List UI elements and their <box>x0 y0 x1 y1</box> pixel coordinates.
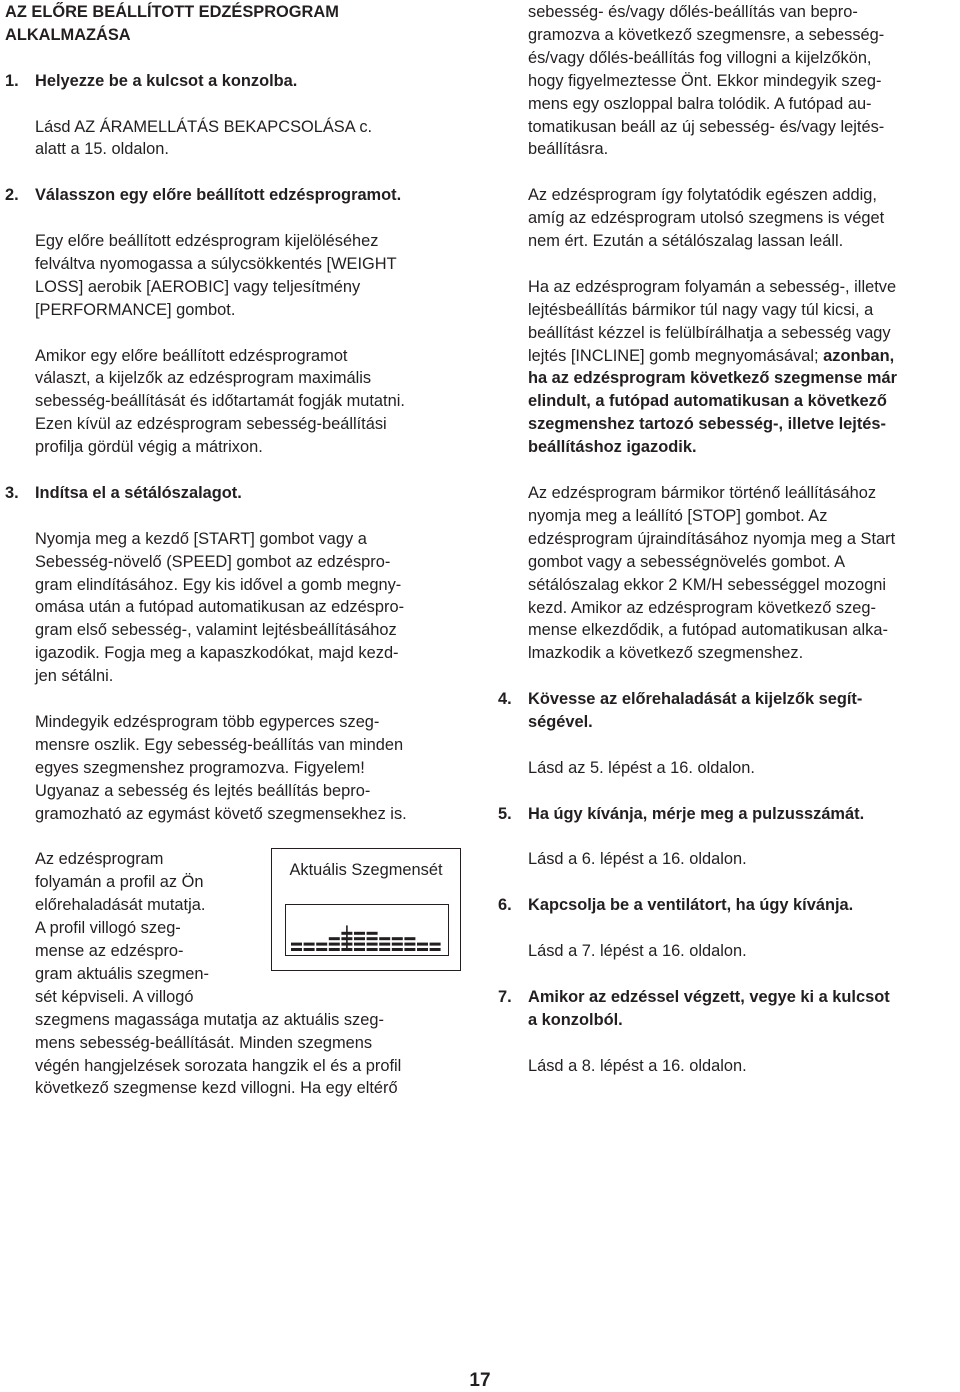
profile-display-figure <box>271 848 461 971</box>
step7-text: Lásd a 8. lépést a 16. oldalon. <box>528 1056 747 1075</box>
step5-text: Lásd a 6. lépést a 16. oldalon. <box>528 850 747 869</box>
text-line: hogy figyelmeztesse Önt. Ekkor mindegyik szeg- <box>528 71 882 90</box>
text-line: lejtésbeállítás bármikor túl nagy vagy túl kicsi, a <box>528 300 874 319</box>
step3-heading <box>5 482 475 505</box>
step4-text: Lásd az 5. lépést a 16. oldalon. <box>528 758 755 777</box>
step4-heading-text: ségével. <box>528 713 593 732</box>
text-line: mens sebesség-beállítását. Minden szegmens <box>35 1033 373 1052</box>
step3-paragraph1 <box>5 528 475 688</box>
step4-heading-text: Kövesse az előrehaladását a kijelzők segít- <box>528 690 863 709</box>
text-line: Amikor egy előre beállított edzésprogramot <box>35 346 348 365</box>
text-line: mensre oszlik. Egy sebesség-beállítás van minden <box>35 735 404 754</box>
text-line: választ, a kijelzők az edzésprogram maximális <box>35 369 372 388</box>
right-paragraph3 <box>498 276 958 459</box>
step6-heading-text: Kapcsolja be a ventilátort, ha úgy kívánja. <box>528 896 854 915</box>
current-segment-marker <box>346 926 348 952</box>
text-line: Ugyanaz a sebesség és lejtés beállítás bepro- <box>35 781 371 800</box>
text-line: Az edzésprogram bármikor történő leállításához <box>528 483 877 502</box>
step4-number: 4. <box>498 690 512 709</box>
step1-heading-text: Helyezze be a kulcsot a konzolba. <box>35 71 298 90</box>
text-line: jen sétálni. <box>35 667 114 686</box>
text-line: lejtés [INCLINE] gomb megnyomásával; <box>528 346 824 365</box>
profile-bar <box>379 938 390 941</box>
text-line: LOSS] aerobik [AEROBIC] vagy teljesítmény <box>35 277 361 296</box>
step5-heading-text: Ha úgy kívánja, mérje meg a pulzusszámát. <box>528 804 865 823</box>
right-paragraph4 <box>498 482 958 665</box>
text-line-bold: azonban, <box>823 346 895 365</box>
profile-bar <box>354 948 365 951</box>
text-line-bold: szegmenshez tartozó sebesség-, illetve lejtés- <box>528 415 886 434</box>
profile-matrix <box>285 904 449 956</box>
text-line: igazodik. Fogja meg a kapaszkodókat, majd kezd- <box>35 644 399 663</box>
step6-heading <box>498 894 958 917</box>
text-line: sebesség-beállítását és időtartamát fogják mutatni. <box>35 392 405 411</box>
step6-text: Lásd a 7. lépést a 16. oldalon. <box>528 942 747 961</box>
text-line: Egy előre beállított edzésprogram kijelöléséhez <box>35 232 379 250</box>
text-line: felváltva nyomogassa a súlycsökkentés [WEIGHT <box>35 254 397 273</box>
text-line: sebesség- és/vagy dőlés-beállítás van bepro- <box>528 3 858 21</box>
profile-bar <box>316 943 327 946</box>
profile-bar <box>354 938 365 941</box>
step1-heading <box>5 70 475 93</box>
profile-bar <box>392 948 403 951</box>
step4-heading <box>498 688 958 734</box>
right-paragraph1 <box>498 1 958 161</box>
step2-paragraph2 <box>5 345 475 460</box>
text-line: edzésprogram újraindításához nyomja meg a Start <box>528 529 896 548</box>
step7-heading-text: a konzolból. <box>528 1010 623 1029</box>
text-line: szegmens magassága mutatja az aktuális szeg- <box>35 1010 384 1029</box>
text-line: Az edzésprogram így folytatódik egészen addig, <box>528 186 877 205</box>
step2-number: 2. <box>5 186 19 205</box>
profile-bar <box>291 943 302 946</box>
step7-heading-text: Amikor az edzéssel végzett, vegye ki a kulcsot <box>528 987 890 1006</box>
profile-bar <box>304 943 315 946</box>
text-line: mense elkezdődik, a futópad automatikusan alka- <box>528 621 888 640</box>
text-line: nem ért. Ezután a sétálószalag lassan leáll. <box>528 232 844 251</box>
text-line: beállításra. <box>528 140 609 159</box>
profile-bar <box>316 948 327 951</box>
text-line: kezd. Amikor az edzésprogram következő szeg- <box>528 598 876 617</box>
text-line-bold: beállításhoz igazodik. <box>528 438 697 457</box>
profile-bar <box>329 938 340 941</box>
profile-bar <box>367 943 378 946</box>
profile-bar <box>367 938 378 941</box>
text-line: következő szegmense kezd villogni. Ha egy eltérő <box>35 1079 398 1098</box>
page-number: 17 <box>469 1370 491 1391</box>
profile-bar <box>404 943 415 946</box>
step3-heading-text: Indítsa el a sétálószalagot. <box>35 483 242 502</box>
text-line: amíg az edzésprogram utolsó szegmens is véget <box>528 209 885 228</box>
text-line: és/vagy dőlés-beállítás fog villogni a kijelzőkön, <box>528 48 872 67</box>
figure-caption: Aktuális Szegmensét <box>289 861 443 880</box>
right-paragraph2 <box>498 184 958 253</box>
text-line: tomatikusan beáll az új sebesség- és/vagy lejtés- <box>528 117 885 136</box>
text-line: gramozható az egymást követő szegmensekhez is. <box>35 804 407 823</box>
profile-bar <box>304 948 315 951</box>
step2-heading-text: Válasszon egy előre beállított edzésprogramot. <box>35 186 402 205</box>
text-line: profilja gördül végig a mátrixon. <box>35 438 263 457</box>
text-line: mens egy oszloppal balra tolódik. A futópad au- <box>528 94 872 113</box>
profile-bar <box>354 943 365 946</box>
text-line: lmazkodik a következő szegmenshez. <box>528 644 804 663</box>
profile-bar <box>329 943 340 946</box>
profile-bar <box>329 948 340 951</box>
text-line: sétálószalag ekkor 2 KM/H sebességgel mozogni <box>528 575 887 594</box>
profile-bar <box>367 932 378 935</box>
text-line: gram aktuális szegmen- <box>35 964 209 983</box>
profile-bar <box>379 943 390 946</box>
text-line: Ezen kívül az edzésprogram sebesség-beállítási <box>35 415 387 434</box>
profile-bar <box>417 943 428 946</box>
text-line: omása után a futópad automatikusan az edzéspro- <box>35 598 405 617</box>
text-line: sét képviseli. A villogó <box>35 987 194 1006</box>
step3-paragraph3 <box>5 848 475 1100</box>
section-title-line2: ALKALMAZÁSA <box>5 25 131 44</box>
left-column <box>5 0 475 1100</box>
text-line: mense az edzéspro- <box>35 942 184 961</box>
step3-number: 3. <box>5 483 19 502</box>
text-line: Mindegyik edzésprogram több egyperces szeg- <box>35 712 380 731</box>
text-line: [PERFORMANCE] gombot. <box>35 300 236 319</box>
step1-text <box>5 116 475 162</box>
step2-paragraph1 <box>5 230 475 322</box>
text-line: előrehaladását mutatja. <box>35 896 206 915</box>
text-line: Ha az edzésprogram folyamán a sebesség-, illetve <box>528 277 897 296</box>
profile-bar <box>392 943 403 946</box>
step3-paragraph2 <box>5 711 475 826</box>
profile-bar <box>430 943 441 946</box>
profile-bar <box>392 938 403 941</box>
text-line: végén hangjelzések sorozata hangzik el és a profil <box>35 1056 402 1075</box>
text-line: beállítást kézzel is felülbírálhatja a sebesség vagy <box>528 323 891 342</box>
step1-text-line: alatt a 15. oldalon. <box>35 140 169 159</box>
step5-number: 5. <box>498 804 512 823</box>
text-line: gombot vagy a sebességnövelés gombot. A <box>528 552 846 571</box>
profile-bar <box>291 948 302 951</box>
text-line: A profil villogó szeg- <box>35 919 181 938</box>
text-line: egyes szegmenshez programozva. Figyelem! <box>35 758 365 777</box>
profile-bar <box>404 938 415 941</box>
step2-heading <box>5 184 475 207</box>
text-line: Az edzésprogram <box>35 850 164 869</box>
text-line: Sebesség-növelő (SPEED] gombot az edzéspro- <box>35 552 391 571</box>
text-line: Nyomja meg a kezdő [START] gombot vagy a <box>35 529 367 548</box>
profile-bar <box>367 948 378 951</box>
profile-bar <box>430 948 441 951</box>
section-title <box>5 1 475 47</box>
step1-text-line: Lásd AZ ÁRAMELLÁTÁS BEKAPCSOLÁSA c. <box>35 117 373 136</box>
text-line-bold: elindult, a futópad automatikusan a következő <box>528 392 887 411</box>
profile-bar <box>354 932 365 935</box>
step7-number: 7. <box>498 987 512 1006</box>
text-line: gramozva a következő szegmensre, a sebesség- <box>528 25 885 44</box>
text-line: gram első sebesség-, valamint lejtésbeállításához <box>35 621 397 640</box>
text-line: folyamán a profil az Ön <box>35 873 204 892</box>
step7-heading <box>498 986 958 1032</box>
section-title-line1: AZ ELŐRE BEÁLLÍTOTT EDZÉSPROGRAM <box>5 3 339 21</box>
profile-bar <box>417 948 428 951</box>
text-line: gram elindításához. Egy kis idővel a gomb megny- <box>35 575 402 594</box>
text-line-bold: ha az edzésprogram következő szegmense már <box>528 369 897 388</box>
text-line: nyomja meg a leállító [STOP] gombot. Az <box>528 506 828 525</box>
step1-number: 1. <box>5 71 19 90</box>
step5-heading <box>498 803 958 826</box>
profile-bar <box>379 948 390 951</box>
profile-matrix-graphic <box>286 905 448 955</box>
profile-bar <box>404 948 415 951</box>
step6-number: 6. <box>498 896 512 915</box>
right-column <box>498 0 958 1077</box>
